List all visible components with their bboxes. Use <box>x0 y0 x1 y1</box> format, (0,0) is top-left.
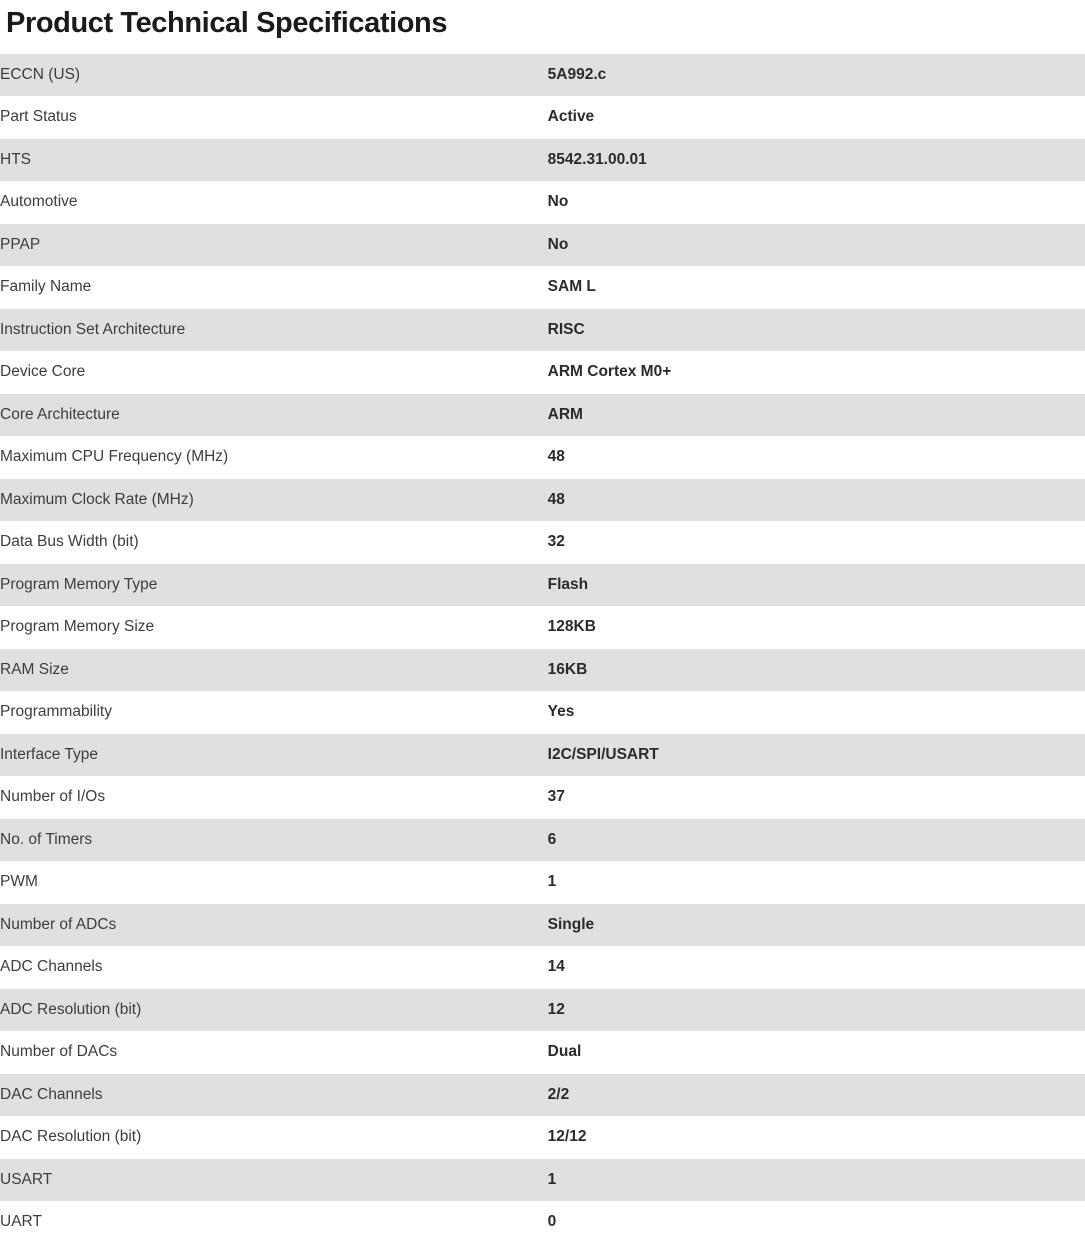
spec-value: Dual <box>547 1043 582 1061</box>
spec-value: Active <box>547 108 595 126</box>
spec-value: 2/2 <box>547 1085 570 1103</box>
table-row <box>0 649 1085 692</box>
spec-value: Yes <box>547 703 575 721</box>
spec-label: DAC Resolution (bit) <box>0 1128 142 1146</box>
table-row <box>0 734 1085 777</box>
spec-value: Flash <box>547 575 589 593</box>
spec-label: Core Architecture <box>0 405 120 423</box>
spec-value: No <box>547 193 569 211</box>
spec-value: Single <box>547 915 595 933</box>
spec-table-body <box>0 54 1085 1244</box>
spec-value: 5A992.c <box>547 65 607 83</box>
spec-label: ECCN (US) <box>0 65 81 83</box>
table-row <box>0 224 1085 267</box>
spec-value: 14 <box>547 958 565 976</box>
spec-label: Instruction Set Architecture <box>0 320 186 338</box>
spec-value: 1 <box>547 1170 557 1188</box>
spec-label: Part Status <box>0 108 77 126</box>
spec-label: Maximum CPU Frequency (MHz) <box>0 448 229 466</box>
spec-label: DAC Channels <box>0 1085 103 1103</box>
table-row <box>0 904 1085 947</box>
table-row <box>0 309 1085 352</box>
table-row <box>0 521 1085 564</box>
spec-value: ARM <box>547 405 583 423</box>
table-row <box>0 1031 1085 1074</box>
table-row <box>0 776 1085 819</box>
spec-label: Maximum Clock Rate (MHz) <box>0 490 194 508</box>
spec-label: Programmability <box>0 703 112 721</box>
table-row <box>0 989 1085 1032</box>
spec-label: RAM Size <box>0 660 69 678</box>
spec-value: 16KB <box>547 660 588 678</box>
spec-label: Data Bus Width (bit) <box>0 533 139 551</box>
product-spec-page <box>0 8 1085 1244</box>
table-row <box>0 266 1085 309</box>
spec-value: I2C/SPI/USART <box>547 745 659 763</box>
table-row <box>0 139 1085 182</box>
table-row <box>0 479 1085 522</box>
spec-label: Number of DACs <box>0 1043 118 1061</box>
table-row <box>0 181 1085 224</box>
spec-value: 37 <box>547 788 565 806</box>
spec-value: SAM L <box>547 278 596 296</box>
spec-label: Number of I/Os <box>0 788 106 806</box>
spec-label: HTS <box>0 150 31 168</box>
spec-value: 12/12 <box>547 1128 587 1146</box>
table-row <box>0 819 1085 862</box>
spec-label: ADC Channels <box>0 958 103 976</box>
table-row <box>0 946 1085 989</box>
spec-label: Family Name <box>0 278 92 296</box>
table-row <box>0 54 1085 97</box>
table-row <box>0 1159 1085 1202</box>
spec-value: 6 <box>547 830 557 848</box>
spec-value: 32 <box>547 533 565 551</box>
page-title: Product Technical Specifications <box>6 7 448 39</box>
spec-label: Number of ADCs <box>0 915 117 933</box>
spec-value: 8542.31.00.01 <box>547 150 647 168</box>
spec-value: 1 <box>547 873 557 891</box>
spec-label: PWM <box>0 873 38 891</box>
spec-value: 48 <box>547 448 565 466</box>
spec-label: ADC Resolution (bit) <box>0 1000 142 1018</box>
spec-label: Program Memory Size <box>0 618 155 636</box>
table-row <box>0 1116 1085 1159</box>
table-row <box>0 564 1085 607</box>
spec-label: Program Memory Type <box>0 575 158 593</box>
spec-label: Interface Type <box>0 745 98 763</box>
spec-value: 12 <box>547 1000 565 1018</box>
spec-label: USART <box>0 1170 53 1188</box>
spec-label: Device Core <box>0 363 86 381</box>
table-row <box>0 691 1085 734</box>
spec-label: UART <box>0 1213 42 1231</box>
table-row <box>0 861 1085 904</box>
table-row <box>0 394 1085 437</box>
table-row <box>0 1201 1085 1244</box>
table-row <box>0 1074 1085 1117</box>
table-row <box>0 606 1085 649</box>
spec-label: No. of Timers <box>0 830 93 848</box>
spec-value: RISC <box>547 320 585 338</box>
spec-value: ARM Cortex M0+ <box>547 363 672 381</box>
table-row <box>0 96 1085 139</box>
spec-value: 128KB <box>547 618 596 636</box>
table-row <box>0 351 1085 394</box>
spec-value: 0 <box>547 1213 557 1231</box>
spec-label: PPAP <box>0 235 41 253</box>
spec-label: Automotive <box>0 193 78 211</box>
technical-specifications-table <box>0 54 1085 1244</box>
spec-value: 48 <box>547 490 565 508</box>
spec-value: No <box>547 235 569 253</box>
table-row <box>0 436 1085 479</box>
